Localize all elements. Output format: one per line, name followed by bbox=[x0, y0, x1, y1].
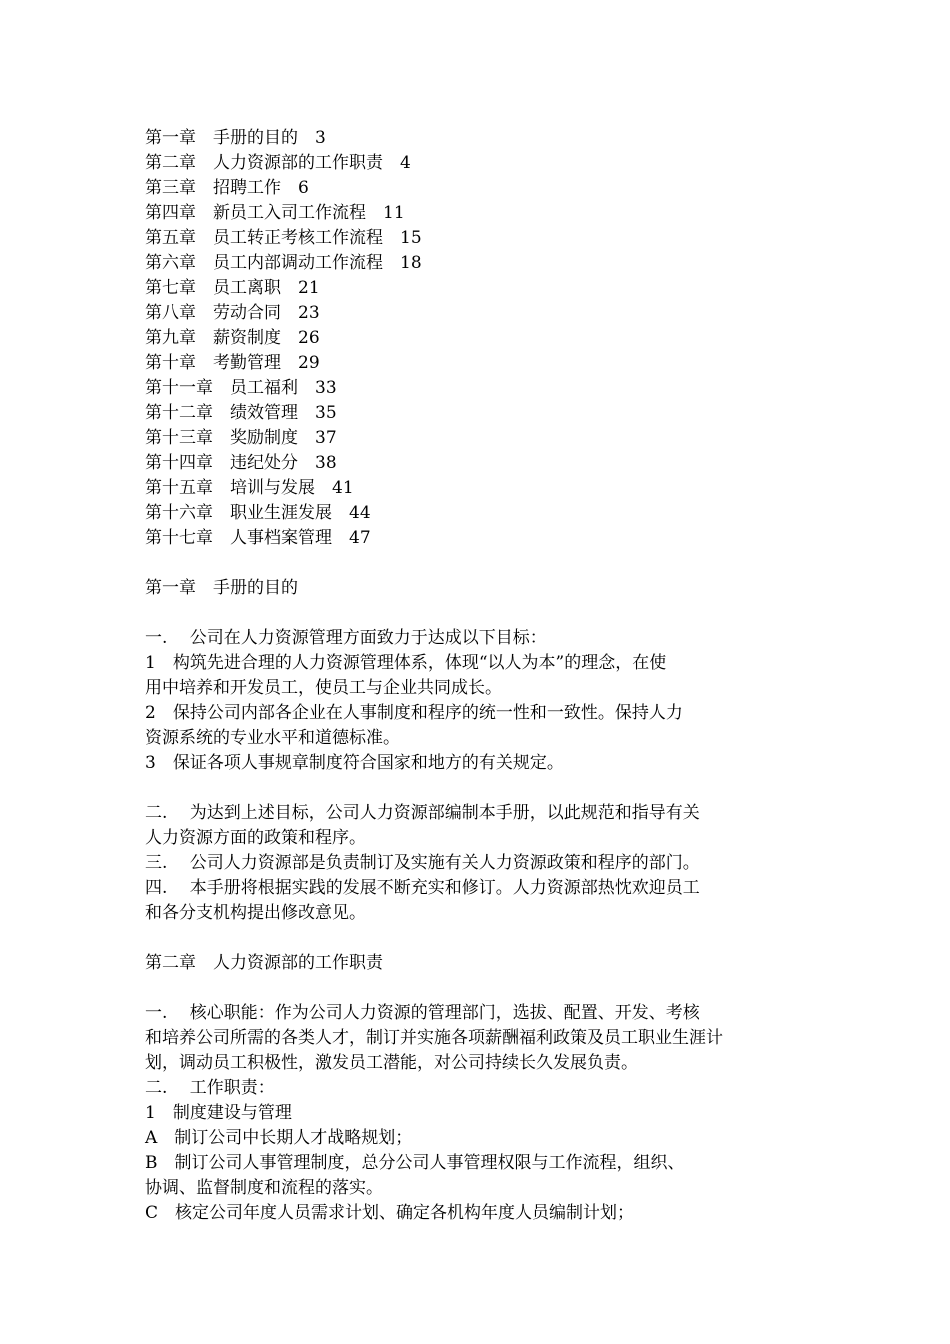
toc-page-number: 37 bbox=[315, 428, 337, 448]
toc-page-number: 44 bbox=[349, 503, 371, 523]
toc-chapter-title: 职业生涯发展 bbox=[230, 503, 332, 523]
toc-entry[interactable] bbox=[145, 176, 845, 201]
toc-chapter-number: 第四章 bbox=[145, 203, 196, 223]
paragraph-line: A 制订公司中长期人才战略规划； bbox=[145, 1128, 413, 1148]
toc-chapter-title: 员工内部调动工作流程 bbox=[213, 253, 383, 273]
toc-chapter-number: 第二章 bbox=[145, 153, 196, 173]
toc-page-number: 21 bbox=[298, 278, 320, 298]
toc-chapter-title: 培训与发展 bbox=[230, 478, 315, 498]
toc-chapter-number: 第十二章 bbox=[145, 403, 213, 423]
spacer bbox=[145, 551, 845, 576]
paragraph-line: 和培养公司所需的各类人才，制订并实施各项薪酬福利政策及员工职业生涯计 bbox=[145, 1028, 723, 1048]
paragraph-line: 资源系统的专业水平和道德标准。 bbox=[145, 728, 400, 748]
chapter-heading: 第二章 人力资源部的工作职责 bbox=[145, 953, 383, 973]
toc-entry[interactable] bbox=[145, 426, 845, 451]
paragraph-line: 和各分支机构提出修改意见。 bbox=[145, 903, 366, 923]
toc-chapter-title: 员工离职 bbox=[213, 278, 281, 298]
toc-entry[interactable] bbox=[145, 451, 845, 476]
toc-chapter-title: 劳动合同 bbox=[213, 303, 281, 323]
document-page bbox=[145, 126, 845, 1226]
toc-chapter-title: 员工转正考核工作流程 bbox=[213, 228, 383, 248]
toc-entry[interactable] bbox=[145, 476, 845, 501]
paragraph-line: 3 保证各项人事规章制度符合国家和地方的有关规定。 bbox=[145, 753, 564, 773]
toc-chapter-number: 第十四章 bbox=[145, 453, 213, 473]
paragraph-line: 四. 本手册将根据实践的发展不断充实和修订。人力资源部热忱欢迎员工 bbox=[145, 878, 700, 898]
toc-chapter-title: 新员工入司工作流程 bbox=[213, 203, 366, 223]
toc-page-number: 6 bbox=[298, 178, 309, 198]
toc-page-number: 3 bbox=[315, 128, 326, 148]
toc-entry[interactable] bbox=[145, 151, 845, 176]
toc-chapter-title: 人力资源部的工作职责 bbox=[213, 153, 383, 173]
toc-chapter-title: 考勤管理 bbox=[213, 353, 281, 373]
paragraph-line: 协调、监督制度和流程的落实。 bbox=[145, 1178, 383, 1198]
toc-chapter-title: 违纪处分 bbox=[230, 453, 298, 473]
chapter1-notes bbox=[145, 801, 845, 926]
toc-chapter-number: 第五章 bbox=[145, 228, 196, 248]
paragraph-line: 人力资源方面的政策和程序。 bbox=[145, 828, 366, 848]
toc-chapter-number: 第八章 bbox=[145, 303, 196, 323]
spacer bbox=[145, 776, 845, 801]
paragraph-line: 用中培养和开发员工，使员工与企业共同成长。 bbox=[145, 678, 502, 698]
toc-page-number: 23 bbox=[298, 303, 320, 323]
toc-chapter-number: 第十一章 bbox=[145, 378, 213, 398]
toc-chapter-number: 第十章 bbox=[145, 353, 196, 373]
toc-page-number: 38 bbox=[315, 453, 337, 473]
paragraph-line: 2 保持公司内部各企业在人事制度和程序的统一性和一致性。保持人力 bbox=[145, 703, 683, 723]
chapter-heading: 第一章 手册的目的 bbox=[145, 578, 298, 598]
paragraph-line: 二. 工作职责： bbox=[145, 1078, 275, 1098]
toc-entry[interactable] bbox=[145, 226, 845, 251]
toc-chapter-number: 第十六章 bbox=[145, 503, 213, 523]
toc-chapter-number: 第七章 bbox=[145, 278, 196, 298]
chapter1-goals bbox=[145, 626, 845, 776]
toc-entry[interactable] bbox=[145, 251, 845, 276]
table-of-contents bbox=[145, 126, 845, 551]
toc-chapter-title: 绩效管理 bbox=[230, 403, 298, 423]
toc-chapter-title: 手册的目的 bbox=[213, 128, 298, 148]
toc-entry[interactable] bbox=[145, 201, 845, 226]
toc-page-number: 18 bbox=[400, 253, 422, 273]
toc-chapter-title: 员工福利 bbox=[230, 378, 298, 398]
toc-page-number: 4 bbox=[400, 153, 411, 173]
paragraph-line: 划，调动员工积极性，激发员工潜能，对公司持续长久发展负责。 bbox=[145, 1053, 638, 1073]
toc-page-number: 41 bbox=[332, 478, 354, 498]
toc-chapter-number: 第六章 bbox=[145, 253, 196, 273]
toc-chapter-title: 招聘工作 bbox=[213, 178, 281, 198]
toc-chapter-number: 第三章 bbox=[145, 178, 196, 198]
toc-chapter-number: 第十五章 bbox=[145, 478, 213, 498]
paragraph-line: 二. 为达到上述目标，公司人力资源部编制本手册，以此规范和指导有关 bbox=[145, 803, 700, 823]
toc-entry[interactable] bbox=[145, 501, 845, 526]
toc-chapter-number: 第十七章 bbox=[145, 528, 213, 548]
toc-page-number: 47 bbox=[349, 528, 371, 548]
paragraph-line: 1 构筑先进合理的人力资源管理体系，体现“以人为本”的理念，在使 bbox=[145, 653, 667, 673]
toc-page-number: 26 bbox=[298, 328, 320, 348]
toc-page-number: 29 bbox=[298, 353, 320, 373]
toc-page-number: 11 bbox=[383, 203, 405, 223]
paragraph-line: 一. 公司在人力资源管理方面致力于达成以下目标： bbox=[145, 628, 547, 648]
toc-entry[interactable] bbox=[145, 401, 845, 426]
toc-chapter-number: 第十三章 bbox=[145, 428, 213, 448]
spacer bbox=[145, 601, 845, 626]
paragraph-line: C 核定公司年度人员需求计划、确定各机构年度人员编制计划； bbox=[145, 1203, 635, 1223]
paragraph-line: 1 制度建设与管理 bbox=[145, 1103, 292, 1123]
toc-chapter-number: 第一章 bbox=[145, 128, 196, 148]
toc-chapter-title: 奖励制度 bbox=[230, 428, 298, 448]
toc-entry[interactable] bbox=[145, 276, 845, 301]
toc-page-number: 15 bbox=[400, 228, 422, 248]
toc-page-number: 35 bbox=[315, 403, 337, 423]
paragraph-line: B 制订公司人事管理制度，总分公司人事管理权限与工作流程，组织、 bbox=[145, 1153, 685, 1173]
toc-entry[interactable] bbox=[145, 351, 845, 376]
toc-chapter-number: 第九章 bbox=[145, 328, 196, 348]
spacer bbox=[145, 926, 845, 951]
toc-chapter-title: 薪资制度 bbox=[213, 328, 281, 348]
toc-page-number: 33 bbox=[315, 378, 337, 398]
toc-entry[interactable] bbox=[145, 126, 845, 151]
toc-chapter-title: 人事档案管理 bbox=[230, 528, 332, 548]
paragraph-line: 一. 核心职能：作为公司人力资源的管理部门，选拔、配置、开发、考核 bbox=[145, 1003, 700, 1023]
toc-entry[interactable] bbox=[145, 376, 845, 401]
toc-entry[interactable] bbox=[145, 301, 845, 326]
toc-entry[interactable] bbox=[145, 526, 845, 551]
toc-entry[interactable] bbox=[145, 326, 845, 351]
chapter2-body bbox=[145, 1001, 845, 1226]
spacer bbox=[145, 976, 845, 1001]
paragraph-line: 三. 公司人力资源部是负责制订及实施有关人力资源政策和程序的部门。 bbox=[145, 853, 700, 873]
